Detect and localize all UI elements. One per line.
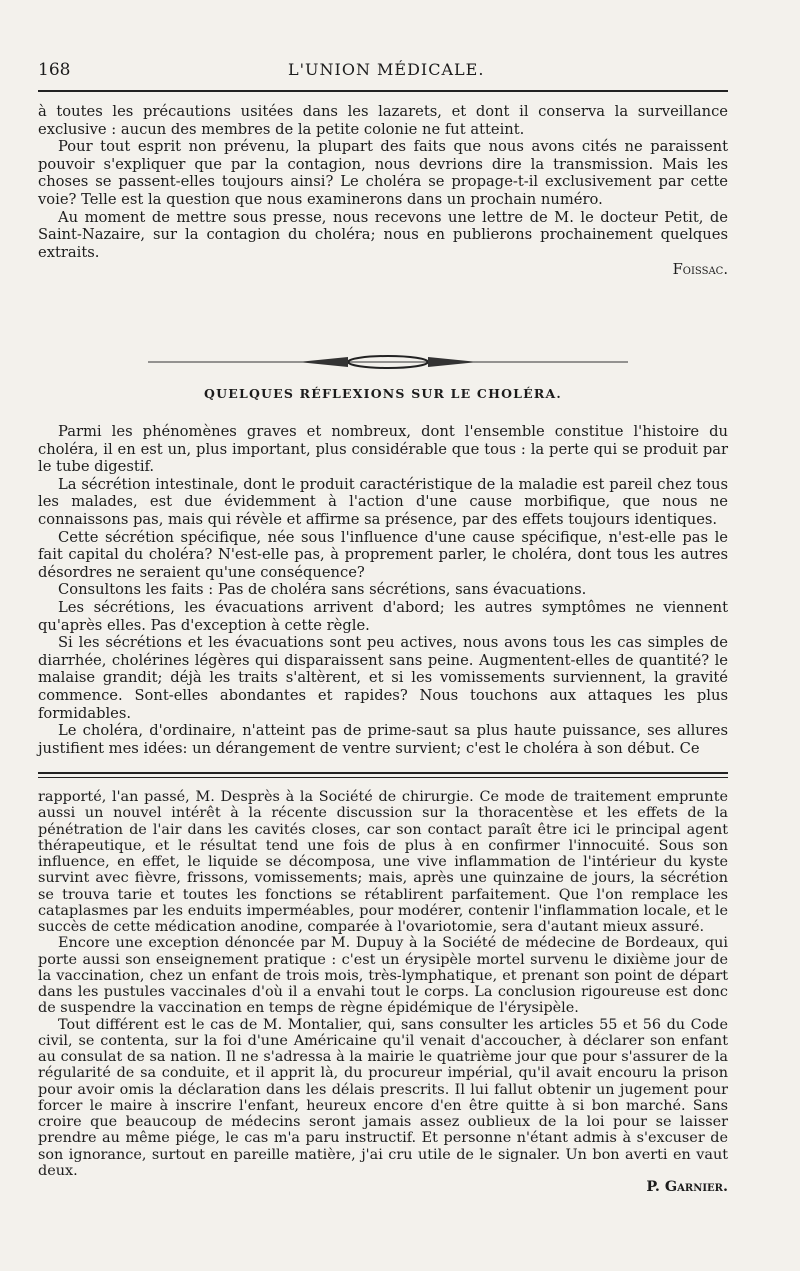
paragraph: Tout différent est le cas de M. Montalier, qui, sans consulter les articles 55 et 56 du Code civil, se contenta, sur la foi d'une Américaine qu'il venait d'accoucher, à déclarer son enfant au consulat de sa nation. Il ne s'adressa à la mairie le quatrième jour que pour s'assurer de la régularité de sa conduite, et il apprit là, du procureur impérial, qu'il avait encouru la prison pour avoir omis la déclaration dans les délais prescrits. Il lui fallut obtenir un jugement pour forcer le maire à inscrire l'enfant, heureux encore d'en être quitte à si bon marché. Sans croire que beaucoup de médecins seront jamais assez oublieux de la loi pour se laisser prendre au même piége, le cas m'a paru instructif. Et personne n'étant admis à s'excuser de son ignorance, surtout en pareille matière, j'ai cru utile de le signaler. Un bon averti en vaut deux. [38,1016,728,1179]
feuilleton-rule [38,772,728,774]
paragraph: Si les sécrétions et les évacuations sont peu actives, nous avons tous les cas simples de diarrhée, cholérines légères qui disparaissent sans peine. Augmentent-elles de quantité? le malaise grandit; déjà les traits s'altèrent, et si les vomissements surviennent, la gravité commence. Sont-elles abondantes et rapides? Nous touchons aux attaques les plus formidables. [38,634,728,722]
author-signature: P. Garnier. [646,1178,728,1195]
continued-article [38,103,728,279]
paragraph: Cette sécrétion spécifique, née sous l'influence d'une cause spécifique, n'est-elle pas le fait capital du choléra? N'est-elle pas, à proprement parler, le choléra, dont tous les autres désordres ne seraient qu'une conséquence? [38,528,728,581]
page-header [38,60,728,84]
header-rule [38,90,728,92]
page-number: 168 [38,60,71,80]
paragraph: Encore une exception dénoncée par M. Dupuy à la Société de médecine de Bordeaux, qui porte aussi son enseignement pratique : c'est un érysipèle mortel survenu le dixième jour de la vaccination, chez un enfant de trois mois, très-lymphatique, et prenant son point de départ dans les pustules vaccinales d'où il a envahi tout le corps. La conclusion rigoureuse est donc de suspendre la vaccination en temps de règne épidémique de l'érysipèle. [38,935,728,1017]
ornamental-divider [148,353,628,371]
paragraph: à toutes les précautions usitées dans les lazarets, et dont il conserva la surveillance exclusive : aucun des membres de la petite colonie ne fut atteint. [38,103,728,138]
feuilleton-body [38,789,728,1195]
paragraph: Le choléra, d'ordinaire, n'atteint pas de prime-saut sa plus haute puissance, ses allures justifient mes idées: un dérangement de ventre survient; c'est le choléra à son début. Ce [38,722,728,757]
paragraph: Au moment de mettre sous presse, nous recevons une lettre de M. le docteur Petit, de Saint-Nazaire, sur la contagion du choléra; nous en publierons prochainement quelques extraits. [38,208,728,261]
paragraph: Les sécrétions, les évacuations arrivent d'abord; les autres symptômes ne viennent qu'après elles. Pas d'exception à cette règle. [38,598,728,634]
feuilleton-rule [38,777,728,778]
paragraph: Parmi les phénomènes graves et nombreux, dont l'ensemble constitue l'histoire du choléra, il en est un, plus important, plus considérable que tous : la perte qui se produit par le tube digestif. [38,423,728,476]
article-heading: QUELQUES RÉFLEXIONS SUR LE CHOLÉRA. [204,386,562,401]
author-signature: Foissac. [672,261,728,279]
paragraph: La sécrétion intestinale, dont le produit caractéristique de la maladie est pareil chez tous les malades, est due évidemment à l'action d'une cause morbifique, que nous ne connaissons pas, mais qui révèle et affirme sa présence, par des effets toujours identiques. [38,475,728,528]
paragraph: Consultons les faits : Pas de choléra sans sécrétions, sans évacuations. [58,581,587,599]
paragraph: rapporté, l'an passé, M. Desprès à la Société de chirurgie. Ce mode de traitement emprunte aussi un nouvel intérêt à la récente discussion sur la thoracentèse et les effets de la pénétration de l'air dans les cavités closes, car son contact paraît être ici le principal agent thérapeutique, et le résultat tend une fois de plus à en confirmer l'innocuité. Sous son influence, en effet, le liquide se décomposa, une vive inflammation de l'intérieur du kyste survint avec fièvre, frissons, vomissements; mais, après une quinzaine de jours, la sécrétion se trouva tarie et toutes les fonctions se rétablirent parfaitement. Que l'on remplace les cataplasmes par les enduits imperméables, pour modérer, contenir l'inflammation locale, et le succès de cette médication anodine, comparée à l'ovariotomie, sera d'autant mieux assuré. [38,789,728,935]
paragraph: Pour tout esprit non prévenu, la plupart des faits que nous avons cités ne paraissent pouvoir s'expliquer que par la contagion, nous devrions dire la transmission. Mais les choses se passent-elles toujours ainsi? Le choléra se propage-t-il exclusivement par cette voie? Telle est la question que nous examinerons dans un prochain numéro. [38,138,728,208]
running-title: L'UNION MÉDICALE. [288,60,485,79]
article-body [38,423,728,757]
